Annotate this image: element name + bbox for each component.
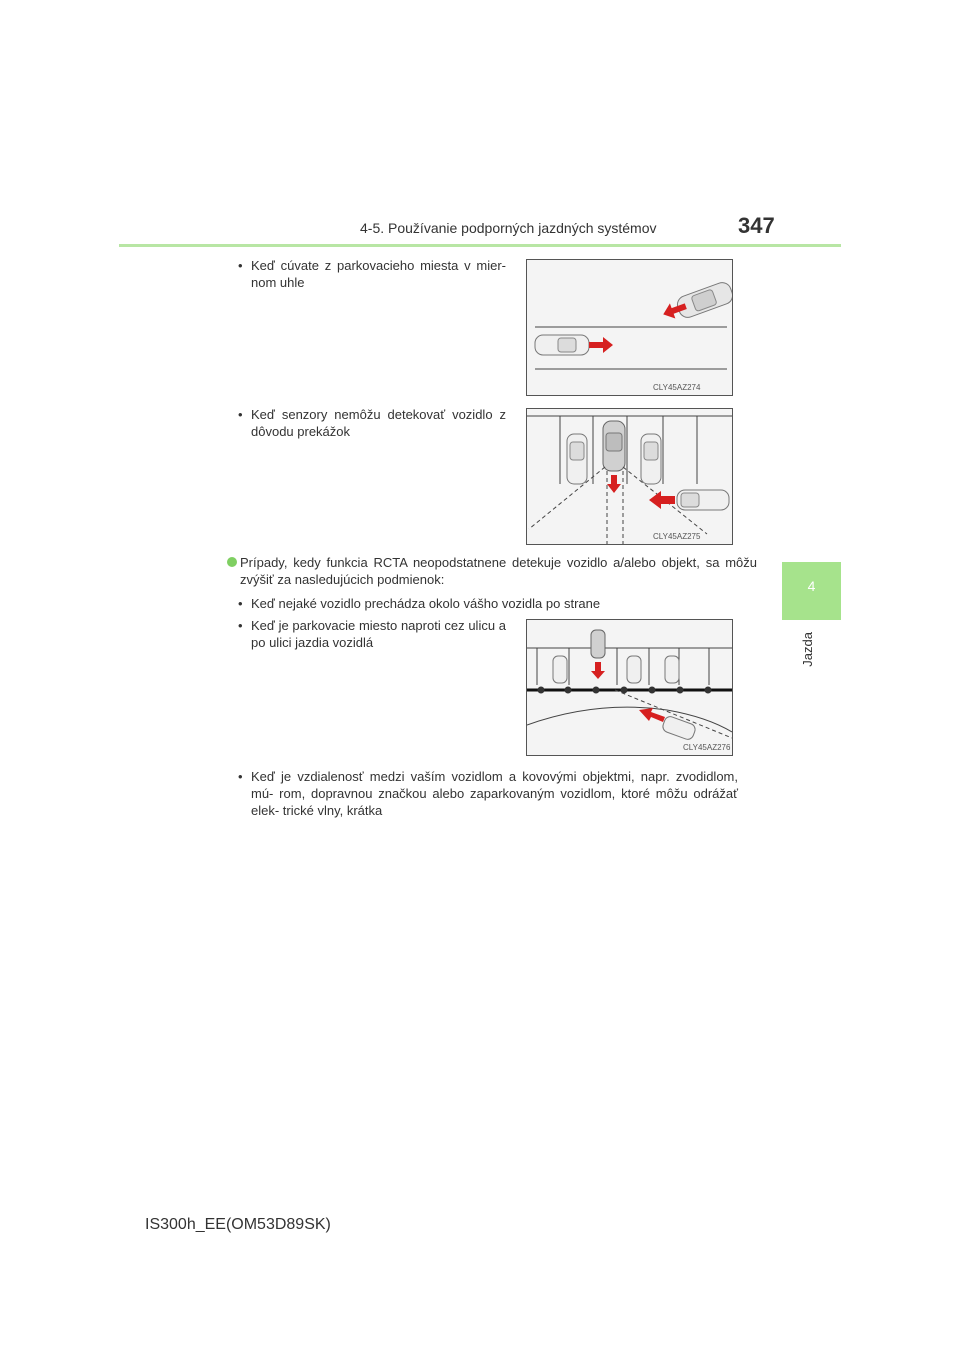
rcta-false-detection-item (227, 554, 757, 588)
bullet-dot: • (238, 596, 243, 611)
bullet-dot: • (238, 618, 243, 633)
parked-car (665, 656, 679, 683)
figure-code: CLY45AZ274 (653, 383, 701, 392)
passing-car (535, 335, 589, 355)
bullet-sensor-obstacle (238, 406, 506, 440)
arrow-red-icon (639, 708, 665, 722)
figure-obstacles-drawing (527, 409, 732, 544)
bullet-text: Keď senzory nemôžu detekovať vozidlo z dôvodu prekážok (251, 407, 506, 439)
bullet-opposite-parking (238, 617, 506, 651)
bullet-text: Keď je parkovacie miesto naproti cez ulicu a po ulici jazdia vozidlá (251, 618, 506, 650)
parked-car-left (567, 434, 587, 484)
bullet-passing-vehicle (238, 595, 738, 612)
bullet-text: Keď je vzdialenosť medzi vaším vozidlom a kovovými objektmi, napr. zvodidlom, mú- rom, dopravnou značkou alebo zaparkovaným vozidlom, ktoré môžu odrážať elek- trické vlny, krátka (251, 769, 738, 818)
figure-code: CLY45AZ275 (653, 532, 701, 541)
bullet-text: Keď cúvate z parkovacieho miesta v mier- nom uhle (251, 258, 506, 290)
own-car (591, 630, 605, 658)
header-divider (119, 244, 841, 247)
arrow-red-icon (649, 491, 675, 509)
arrow-red-icon (589, 337, 613, 353)
bullet-reversing-angle (238, 257, 506, 291)
circle-bullet-text: Prípady, kedy funkcia RCTA neopodstatnene detekuje vozidlo a/alebo objekt, sa môžu zvýšiť za nasledujúcich podmienok: (240, 555, 757, 587)
figure-code: CLY45AZ276 (683, 743, 731, 752)
approaching-car (677, 490, 729, 510)
reversing-car (675, 280, 732, 320)
figure-angled-parking (526, 259, 733, 396)
arrow-red-icon (607, 475, 621, 493)
bullet-dot: • (238, 407, 243, 422)
bullet-dot: • (238, 769, 243, 784)
page-number: 347 (738, 213, 775, 238)
chapter-label: Jazda (800, 632, 815, 667)
figure-street-parking (526, 619, 733, 756)
chapter-number: 4 (807, 578, 816, 594)
parked-car (627, 656, 641, 683)
figure-obstacles (526, 408, 733, 545)
bullet-metal-objects (238, 768, 738, 819)
street-car (661, 715, 697, 741)
circle-bullet-icon (227, 557, 237, 567)
model-code: IS300h_EE(OM53D89SK) (145, 1216, 331, 1233)
bullet-dot: • (238, 258, 243, 273)
arrow-red-icon (591, 662, 605, 679)
own-car (603, 421, 625, 471)
figure-street-parking-drawing (527, 620, 732, 755)
bullet-text: Keď nejaké vozidlo prechádza okolo vášho vozidla po strane (251, 596, 601, 611)
section-title: 4-5. Používanie podporných jazdných systémov (360, 220, 657, 236)
parked-car-right (641, 434, 661, 484)
parked-car (553, 656, 567, 683)
figure-angled-parking-drawing (527, 260, 732, 395)
